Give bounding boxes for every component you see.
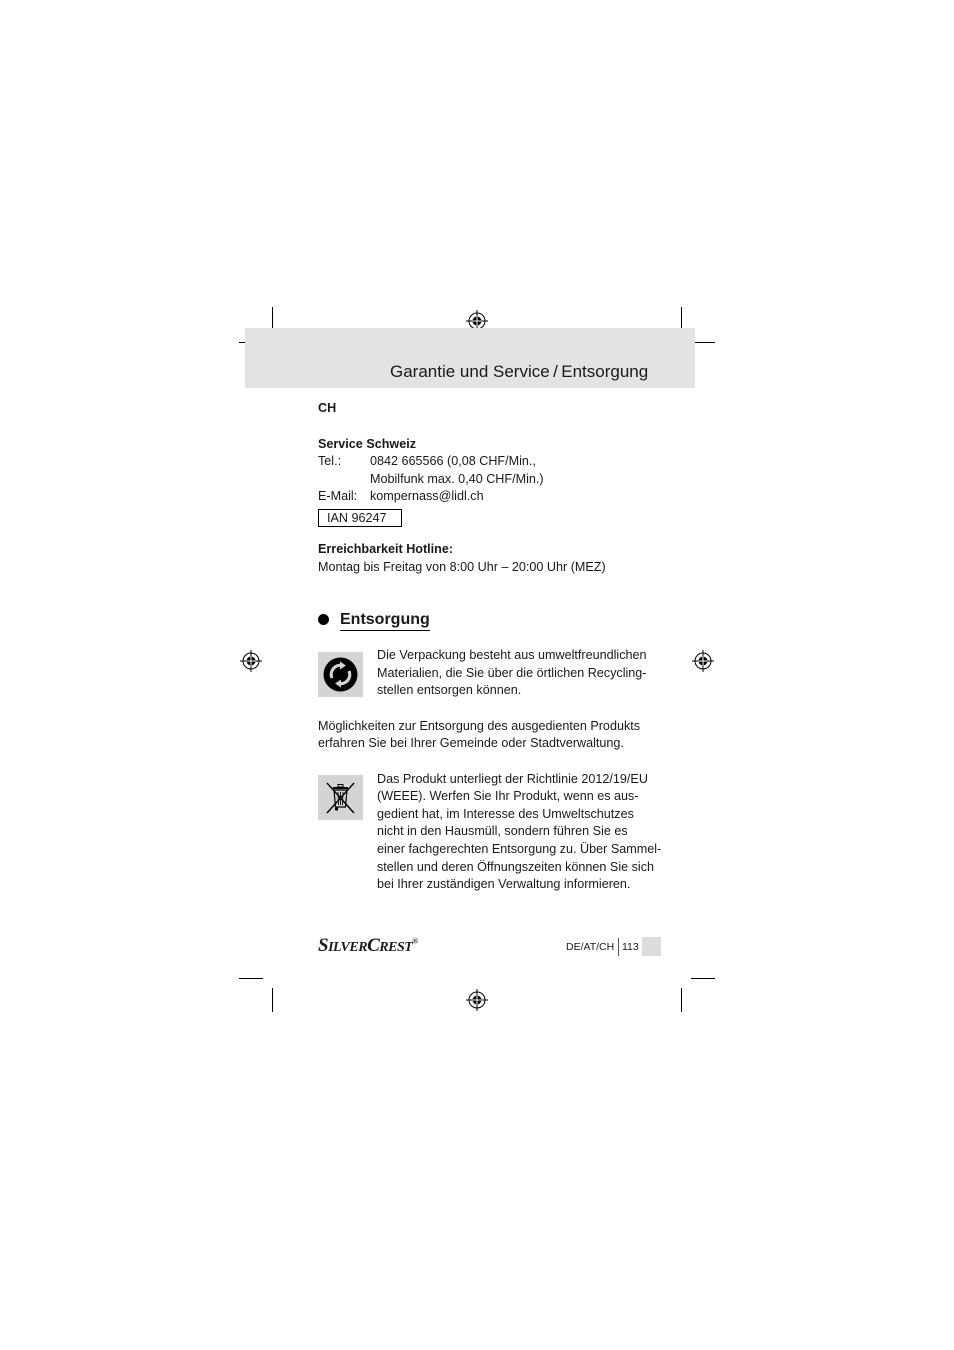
options-line-1: Möglichkeiten zur Entsorgung des ausgedienten Produkts [318, 719, 641, 733]
packaging-line-1: Die Verpackung besteht aus umweltfreundlichen [377, 648, 647, 662]
email-value: kompernass@lidl.ch [370, 489, 484, 503]
email-label: E-Mail: [318, 489, 358, 503]
weee-line-7: bei Ihrer zuständigen Verwaltung informieren. [377, 877, 631, 891]
weee-line-1: Das Produkt unterliegt der Richtlinie 2012/19/EU [377, 772, 648, 786]
page-number: 113 [622, 941, 639, 953]
packaging-line-3: stellen entsorgen können. [377, 683, 522, 697]
options-line-2: erfahren Sie bei Ihrer Gemeinde oder Stadtverwaltung. [318, 736, 624, 750]
section-bullet [318, 614, 329, 625]
country-codes: DE/AT/CH [566, 941, 615, 953]
ian-box: IAN 96247 [318, 509, 402, 527]
footer-grey-block [642, 937, 661, 956]
brand-rest: REST [379, 940, 413, 955]
footer-separator [618, 938, 619, 956]
crop-mark-bottom-left-h [239, 978, 263, 979]
tel-line-2: Mobilfunk max. 0,40 CHF/Min.) [370, 472, 544, 486]
packaging-line-2: Materialien, die Sie über die örtlichen Recycling- [377, 666, 647, 680]
weee-line-5: einer fachgerechten Entsorgung zu. Über Sammel- [377, 842, 662, 856]
hotline-hours: Montag bis Freitag von 8:00 Uhr – 20:00 Uhr (MEZ) [318, 560, 606, 574]
crossed-out-wheelie-bin-icon [318, 775, 363, 820]
weee-line-4: nicht in den Hausmüll, sondern führen Sie es [377, 824, 628, 838]
registration-mark-icon-right [692, 650, 714, 672]
crop-mark-bottom-right-h [691, 978, 715, 979]
brand-c: C [367, 935, 380, 956]
crop-mark-bottom-right-v [681, 988, 682, 1012]
tel-label: Tel.: [318, 454, 342, 468]
recycling-green-dot-icon [318, 652, 363, 697]
weee-line-6: stellen und deren Öffnungszeiten können Sie sich [377, 860, 655, 874]
brand-s: S [318, 935, 329, 956]
brand-registered-mark: ® [412, 936, 418, 946]
page-title: Garantie und Service / Entsorgung [390, 362, 649, 381]
weee-line-2: (WEEE). Werfen Sie Ihr Produkt, wenn es aus- [377, 789, 639, 803]
hotline-title: Erreichbarkeit Hotline: [318, 542, 454, 556]
crop-mark-bottom-left-v [272, 988, 273, 1012]
section-heading-entsorgung: Entsorgung [340, 610, 430, 631]
registration-mark-icon-bottom [466, 989, 488, 1011]
brand-logo [318, 935, 418, 957]
service-title: Service Schweiz [318, 437, 417, 451]
brand-ilver: ILVER [328, 940, 368, 955]
country-label: CH [318, 401, 337, 415]
tel-line-1: 0842 665566 (0,08 CHF/Min., [370, 454, 536, 468]
registration-mark-icon-left [240, 650, 262, 672]
weee-line-3: gedient hat, im Interesse des Umweltschutzes [377, 807, 634, 821]
